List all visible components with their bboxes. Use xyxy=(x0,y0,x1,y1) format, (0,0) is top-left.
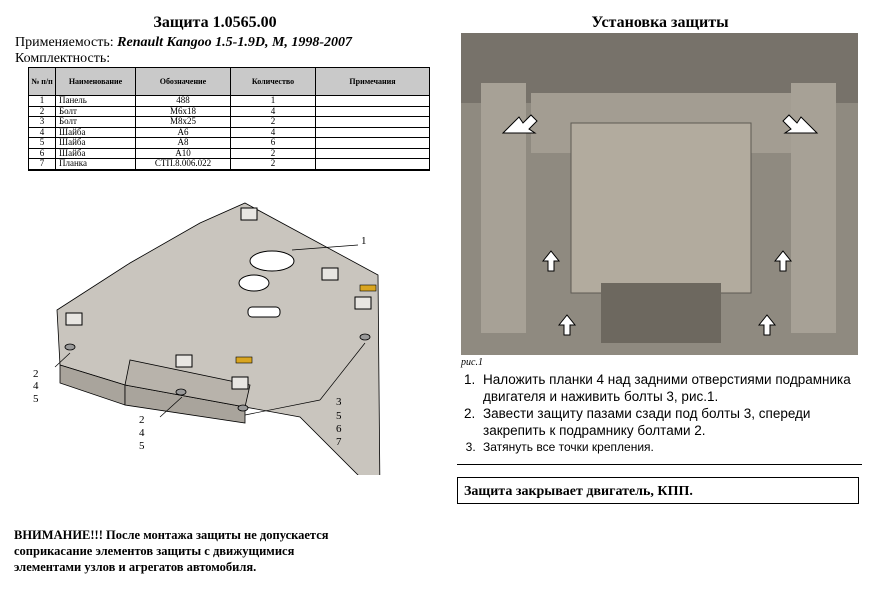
svg-text:5: 5 xyxy=(139,440,145,452)
table-cell xyxy=(316,127,430,138)
table-cell xyxy=(316,138,430,149)
table-cell: 2 xyxy=(231,159,316,170)
oil-access-hole xyxy=(250,251,294,271)
bottom-callout xyxy=(139,414,145,452)
exploded-drawing xyxy=(0,195,440,475)
svg-text:6: 6 xyxy=(336,423,342,435)
table-header-row xyxy=(29,68,430,96)
col-quantity: Количество xyxy=(231,68,316,96)
coverage-note: Защита закрывает двигатель, КПП. xyxy=(457,477,859,504)
table-cell: 2 xyxy=(231,117,316,128)
svg-text:5: 5 xyxy=(336,410,342,422)
table-row xyxy=(29,148,430,159)
table-cell: 7 xyxy=(29,159,56,170)
photo-caption: рис.1 xyxy=(461,357,483,368)
table-cell: 4 xyxy=(29,127,56,138)
table-cell: А10 xyxy=(136,148,231,159)
table-cell: 1 xyxy=(231,96,316,107)
svg-text:5: 5 xyxy=(33,393,39,405)
table-cell: 6 xyxy=(231,138,316,149)
col-notes: Примечания xyxy=(316,68,430,96)
table-cell: Шайба xyxy=(56,148,136,159)
svg-text:4: 4 xyxy=(33,380,39,392)
svg-text:4: 4 xyxy=(139,427,145,439)
label-part-1: 1 xyxy=(361,235,367,247)
table-cell: 6 xyxy=(29,148,56,159)
table-cell: СТП.8.006.022 xyxy=(136,159,231,170)
skid-plate-panel xyxy=(57,203,380,475)
table-cell: М6х18 xyxy=(136,106,231,117)
table-row xyxy=(29,96,430,107)
warning-text: ВНИМАНИЕ!!! После монтажа защиты не допускается соприкасание элементов защиты с движущимися элементами узлов и агрегатов автомобиля. xyxy=(14,528,329,574)
table-cell: 1 xyxy=(29,96,56,107)
table-cell xyxy=(316,148,430,159)
bolt-left xyxy=(65,344,75,350)
left-callout xyxy=(33,368,39,405)
table-cell xyxy=(316,159,430,170)
table-cell: 488 xyxy=(136,96,231,107)
table-cell: 4 xyxy=(231,127,316,138)
applicability-value: Renault Kangoo 1.5-1.9D, M, 1998-2007 xyxy=(117,35,353,50)
kit-label: Комплектность: xyxy=(15,51,111,66)
svg-text:7: 7 xyxy=(336,436,342,448)
table-cell xyxy=(316,96,430,107)
table-cell: Шайба xyxy=(56,127,136,138)
table-cell: А8 xyxy=(136,138,231,149)
table-cell: Шайба xyxy=(56,138,136,149)
installation-title: Установка защиты xyxy=(591,14,729,31)
mounting-strip xyxy=(360,285,376,291)
table-row xyxy=(29,159,430,170)
table-cell: Планка xyxy=(56,159,136,170)
installation-steps xyxy=(457,371,862,465)
svg-text:2: 2 xyxy=(33,368,39,380)
svg-text:2: 2 xyxy=(139,414,145,426)
table-cell: Болт xyxy=(56,106,136,117)
step-2: 2. Завести защиту пазами сзади под болты 3, спереди закрепить к подрамнику болтами 2. xyxy=(479,405,862,439)
col-designation: Обозначение xyxy=(136,68,231,96)
table-cell: Болт xyxy=(56,117,136,128)
table-row xyxy=(29,127,430,138)
table-row xyxy=(29,117,430,128)
svg-text:3: 3 xyxy=(336,396,342,408)
table-row xyxy=(29,106,430,117)
table-cell: 4 xyxy=(231,106,316,117)
table-cell: А6 xyxy=(136,127,231,138)
installation-photo xyxy=(461,33,858,355)
col-name: Наименование xyxy=(56,68,136,96)
table-cell: М8х25 xyxy=(136,117,231,128)
table-cell: 2 xyxy=(29,106,56,117)
table-cell: 2 xyxy=(231,148,316,159)
table-cell xyxy=(316,117,430,128)
table-row xyxy=(29,138,430,149)
applicability-line xyxy=(15,35,352,51)
table-cell: 3 xyxy=(29,117,56,128)
spec-table xyxy=(28,67,430,171)
table-cell: Панель xyxy=(56,96,136,107)
step-1: 1. Наложить планки 4 над задними отверстиями подрамника двигателя и наживить болты 3, рис.1. xyxy=(479,371,862,405)
mount-tab xyxy=(241,208,257,220)
document-title: Защита 1.0565.00 xyxy=(153,14,277,31)
step-3: 3. Затянуть все точки крепления. xyxy=(479,439,862,456)
table-cell: 5 xyxy=(29,138,56,149)
applicability-label: Применяемость: xyxy=(15,35,114,50)
table-cell xyxy=(316,106,430,117)
col-number: № п/п xyxy=(29,68,56,96)
